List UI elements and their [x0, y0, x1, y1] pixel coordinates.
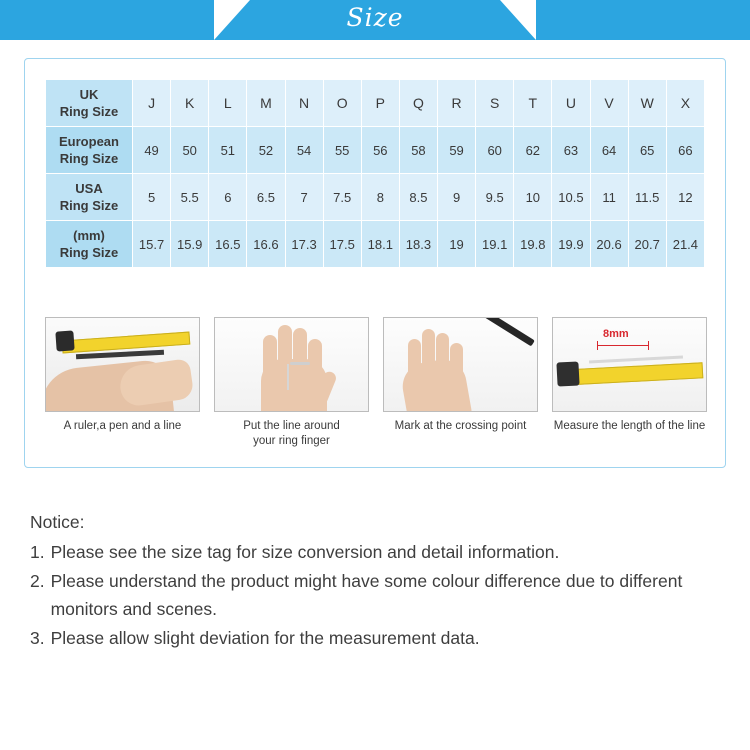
ruler-icon [561, 362, 704, 385]
step-1 [45, 317, 200, 449]
table-cell: 64 [590, 127, 628, 174]
table-cell: S [476, 80, 514, 127]
table-cell: V [590, 80, 628, 127]
row-header-mm [46, 221, 133, 268]
row-header-uk-line1: UK [79, 87, 99, 102]
table-cell: 8 [361, 174, 399, 221]
table-cell: 7 [285, 174, 323, 221]
table-cell: 20.7 [628, 221, 666, 268]
size-banner [0, 0, 750, 40]
list-item [30, 624, 730, 652]
row-header-usa-line2: Ring Size [59, 198, 119, 213]
notice-list [30, 538, 730, 652]
step-4-caption: Measure the length of the line [553, 420, 706, 432]
step-2-caption-line2: your ring finger [253, 435, 330, 447]
table-cell: 9.5 [476, 174, 514, 221]
step-3-photo [383, 317, 538, 412]
table-cell: K [171, 80, 209, 127]
finger-icon [308, 339, 322, 373]
table-cell: 20.6 [590, 221, 628, 268]
table-cell: 6 [209, 174, 247, 221]
table-cell: 18.1 [361, 221, 399, 268]
finger-icon [436, 333, 449, 375]
table-cell: R [438, 80, 476, 127]
table-cell: 10 [514, 174, 552, 221]
table-cell: 19.9 [552, 221, 590, 268]
row-header-european-line1: European [59, 134, 119, 149]
table-cell: 60 [476, 127, 514, 174]
banner-title: Size [346, 3, 404, 32]
row-header-usa [46, 174, 133, 221]
row-header-european [46, 127, 133, 174]
table-cell: N [285, 80, 323, 127]
step-2 [214, 317, 369, 449]
table-cell: O [323, 80, 361, 127]
ruler-icon [62, 332, 191, 354]
table-cell: 9 [438, 174, 476, 221]
table-cell: 11.5 [628, 174, 666, 221]
table-cell: 5.5 [171, 174, 209, 221]
string-icon [290, 362, 310, 365]
table-cell: 19.1 [476, 221, 514, 268]
finger-icon [263, 335, 277, 373]
table-row [46, 80, 705, 127]
finger-icon [408, 339, 421, 375]
list-item [30, 567, 730, 623]
notice-item-number: 2. [30, 571, 45, 591]
row-header-european-line2: Ring Size [59, 151, 119, 166]
table-cell: 10.5 [552, 174, 590, 221]
string-tail-icon [287, 364, 289, 390]
table-cell: 16.5 [209, 221, 247, 268]
finger-icon [450, 343, 463, 375]
table-cell: 17.3 [285, 221, 323, 268]
table-cell: 59 [438, 127, 476, 174]
table-cell: L [209, 80, 247, 127]
table-cell: 11 [590, 174, 628, 221]
table-cell: 51 [209, 127, 247, 174]
table-cell: 7.5 [323, 174, 361, 221]
table-cell: T [514, 80, 552, 127]
table-cell: 5 [133, 174, 171, 221]
ring-size-table [45, 79, 705, 268]
string-icon [589, 356, 683, 364]
row-header-mm-line2: Ring Size [59, 245, 119, 260]
table-cell: 18.3 [399, 221, 437, 268]
table-cell: 15.7 [133, 221, 171, 268]
table-cell: 8.5 [399, 174, 437, 221]
table-cell: 62 [514, 127, 552, 174]
table-cell: 56 [361, 127, 399, 174]
table-cell: 49 [133, 127, 171, 174]
table-cell: 17.5 [323, 221, 361, 268]
table-cell: 55 [323, 127, 361, 174]
table-cell: 65 [628, 127, 666, 174]
table-cell: Q [399, 80, 437, 127]
table-cell: J [133, 80, 171, 127]
ruler-case-icon [55, 330, 74, 351]
table-cell: U [552, 80, 590, 127]
table-cell: 52 [247, 127, 285, 174]
step-2-photo [214, 317, 369, 412]
row-header-uk [46, 80, 133, 127]
row-header-usa-line1: USA [75, 181, 103, 196]
measure-length-label: 8mm [603, 328, 629, 340]
table-cell: 21.4 [666, 221, 704, 268]
finger-icon [278, 325, 292, 373]
finger-icon [293, 328, 307, 373]
table-row [46, 127, 705, 174]
notice-item-text: Please see the size tag for size conversion and detail information. [50, 542, 560, 562]
step-4 [552, 317, 707, 449]
table-cell: 19 [438, 221, 476, 268]
step-2-caption-line1: Put the line around [243, 420, 340, 432]
step-1-caption: A ruler,a pen and a line [63, 420, 182, 432]
table-cell: 16.6 [247, 221, 285, 268]
notice-title: Notice: [30, 512, 85, 532]
table-cell: 50 [171, 127, 209, 174]
table-row [46, 174, 705, 221]
measure-arrow-icon [597, 345, 649, 346]
table-cell: 15.9 [171, 221, 209, 268]
finger-icon [422, 329, 435, 375]
list-item [30, 538, 730, 566]
table-row [46, 221, 705, 268]
ruler-case-icon [556, 361, 579, 386]
step-4-photo [552, 317, 707, 412]
table-cell: 19.8 [514, 221, 552, 268]
table-cell: 66 [666, 127, 704, 174]
notice-item-number: 3. [30, 628, 45, 648]
row-header-uk-line2: Ring Size [59, 104, 119, 119]
notice-item-text: Please understand the product might have some colour difference due to different monitors and scenes. [50, 571, 683, 619]
notice-item-text: Please allow slight deviation for the measurement data. [50, 628, 480, 648]
row-header-mm-line1: (mm) [73, 228, 105, 243]
table-cell: 63 [552, 127, 590, 174]
table-cell: W [628, 80, 666, 127]
table-cell: X [666, 80, 704, 127]
table-cell: 12 [666, 174, 704, 221]
step-1-photo [45, 317, 200, 412]
notice-item-number: 1. [30, 542, 45, 562]
table-cell: M [247, 80, 285, 127]
step-3 [383, 317, 538, 449]
table-cell: 6.5 [247, 174, 285, 221]
table-cell: 58 [399, 127, 437, 174]
step-3-caption: Mark at the crossing point [394, 420, 527, 432]
step-2-caption [214, 419, 369, 449]
size-chart-card [24, 58, 726, 468]
notice-section [30, 508, 730, 653]
table-cell: 54 [285, 127, 323, 174]
measurement-steps [45, 317, 707, 449]
table-cell: P [361, 80, 399, 127]
pen-icon [467, 317, 535, 346]
